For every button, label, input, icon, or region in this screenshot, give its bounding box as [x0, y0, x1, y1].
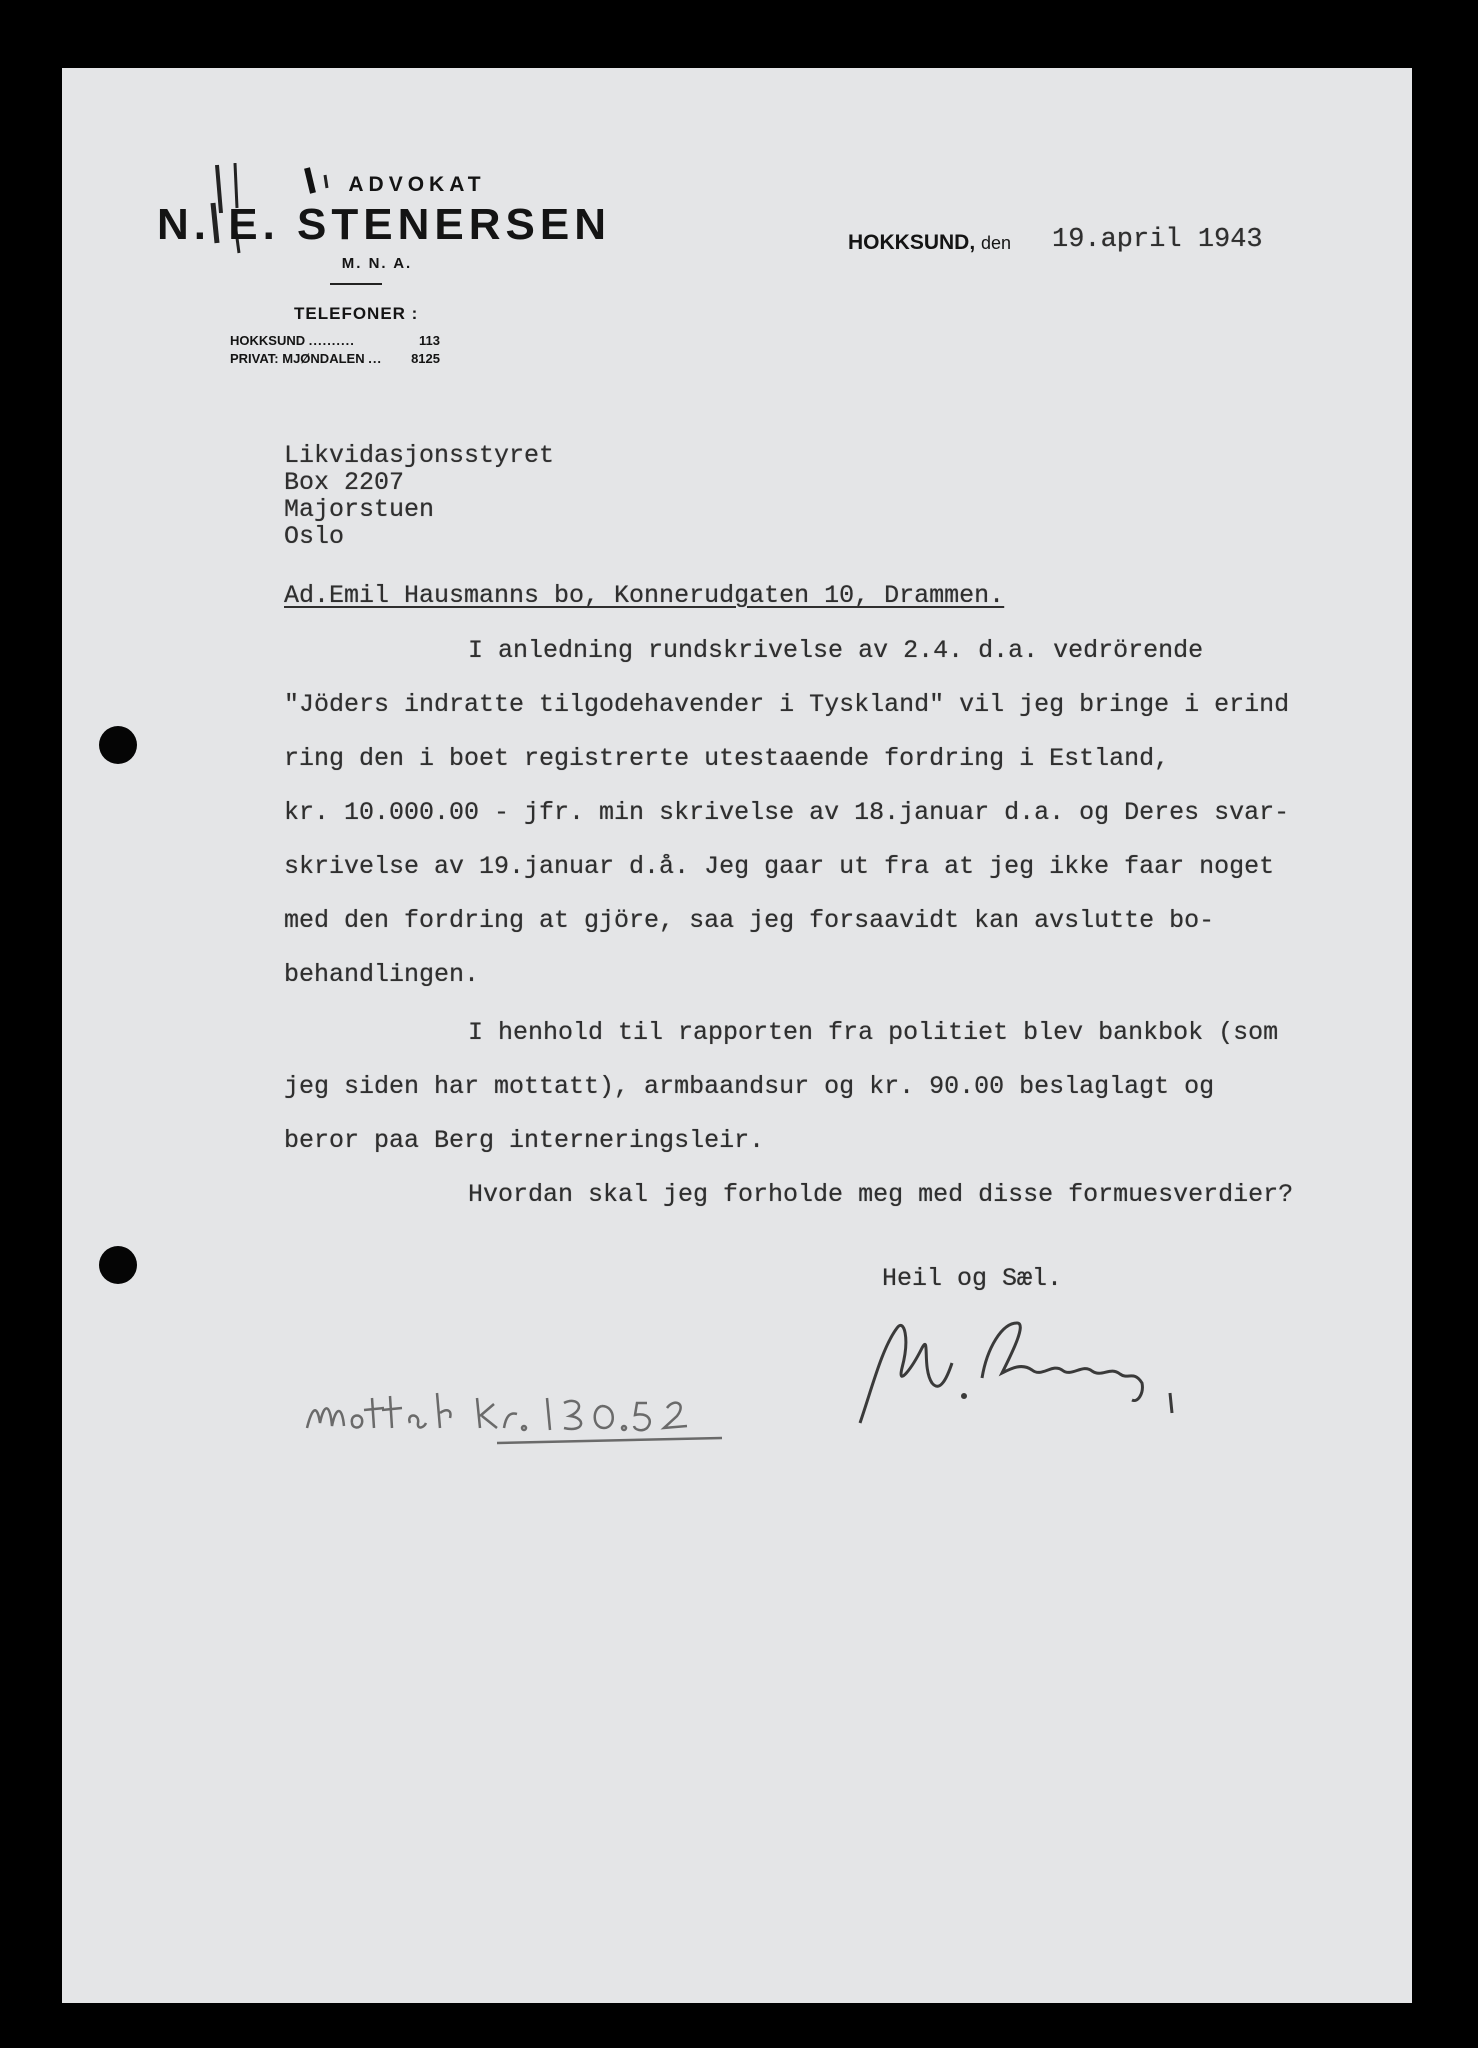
letterhead-rule: [330, 283, 382, 285]
recipient-line: Box 2207: [284, 468, 405, 497]
body-line: behandlingen.: [284, 960, 480, 989]
phone-row: [230, 351, 440, 366]
body-line: kr. 10.000.00 - jfr. min skrivelse av 18.januar d.a. og Deres svar-: [284, 798, 1290, 827]
place-den: den: [981, 233, 1012, 253]
handwritten-note: [302, 1368, 762, 1458]
place-line: [848, 231, 1011, 255]
place-city: HOKKSUND,: [848, 231, 976, 254]
letter-date: 19.april 1943: [1052, 225, 1263, 255]
body-line: skrivelse av 19.januar d.å. Jeg gaar ut fra at jeg ikke faar noget: [284, 852, 1275, 881]
letterhead-suffix: M. N. A.: [341, 255, 413, 272]
body-line: ring den i boet registrerte utestaaende fordring i Estland,: [284, 744, 1170, 773]
phones-label: TELEFONER :: [294, 304, 419, 323]
phone-dots: ...: [368, 351, 383, 366]
body-line: med den fordring at gjöre, saa jeg forsaavidt kan avslutte bo-: [284, 906, 1215, 935]
phone-row: [230, 333, 440, 348]
phone-number: 8125: [411, 351, 440, 366]
phone-label: HOKKSUND: [230, 333, 306, 348]
punch-hole: [99, 1246, 137, 1284]
phone-dots: ..........: [308, 333, 355, 348]
body-line: I henhold til rapporten fra politiet blev bankbok (som: [468, 1018, 1279, 1047]
letter-page: [62, 68, 1412, 2003]
letterhead-title: ADVOKAT: [348, 173, 486, 196]
body-line: "Jöders indratte tilgodehavender i Tyskland" vil jeg bringe i erind: [284, 690, 1290, 719]
recipient-line: Likvidasjonsstyret: [284, 441, 555, 470]
phone-number: 113: [419, 333, 440, 348]
body-line: Hvordan skal jeg forholde meg med disse formuesverdier?: [468, 1180, 1294, 1209]
recipient-line: Majorstuen: [284, 495, 435, 524]
recipient-line: Oslo: [284, 522, 345, 551]
body-line: jeg siden har mottatt), armbaandsur og kr. 90.00 beslaglagt og: [284, 1072, 1215, 1101]
body-line: beror paa Berg interneringsleir.: [284, 1126, 765, 1155]
body-line: I anledning rundskrivelse av 2.4. d.a. vedrörende: [468, 636, 1204, 665]
punch-hole: [99, 726, 137, 764]
letter-subject: Ad.Emil Hausmanns bo, Konnerudgaten 10, Drammen.: [284, 581, 1005, 610]
phone-label: PRIVAT: MJØNDALEN: [230, 351, 365, 366]
signature: [852, 1308, 1192, 1438]
letterhead-name: N. E. STENERSEN: [157, 200, 611, 249]
closing-greeting: Heil og Sæl.: [882, 1264, 1063, 1293]
